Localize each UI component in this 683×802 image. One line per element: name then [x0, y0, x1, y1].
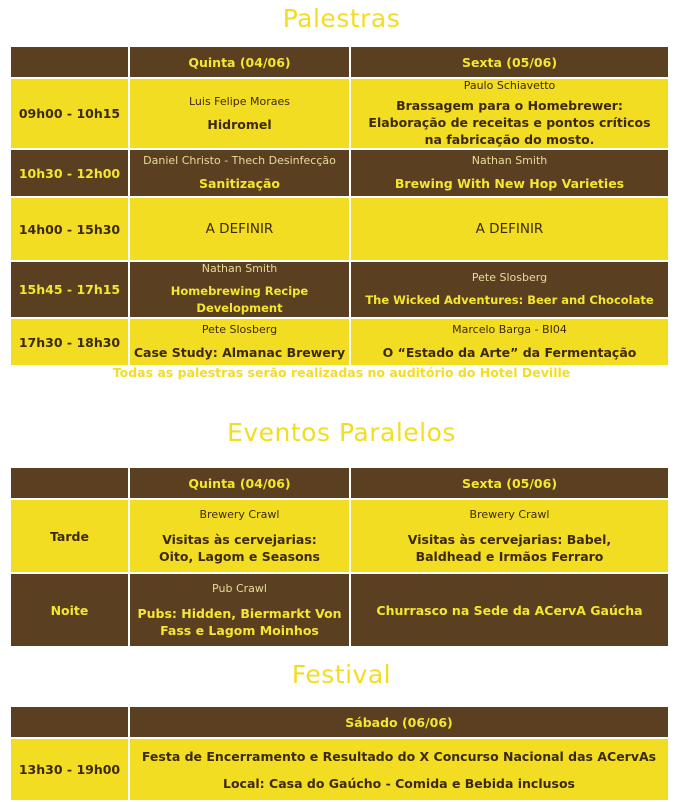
event-cell — [129, 573, 350, 647]
palestras-header-row — [10, 46, 669, 78]
session-cell — [129, 78, 350, 149]
period-label: Noite — [10, 573, 129, 647]
event-cell — [129, 499, 350, 573]
time-slot: 17h30 - 18h30 — [10, 318, 129, 366]
event-title: Churrasco na Sede da ACervA Gaúcha — [376, 602, 643, 618]
event-title: Visitas às cervejarias: Oito, Lagom e Seasons — [159, 531, 320, 564]
eventos-title: Eventos Paralelos — [227, 418, 456, 447]
time-slot: 09h00 - 10h15 — [10, 78, 129, 149]
table-row — [10, 78, 669, 149]
session-cell — [350, 318, 669, 366]
time-slot: 15h45 - 17h15 — [10, 261, 129, 318]
event-title: Pubs: Hidden, Biermarkt Von Fass e Lagom Moinhos — [137, 605, 342, 638]
session-title: Brassagem para o Homebrewer: Elaboração de receitas e pontos críticos na fabricação do mosto. — [368, 98, 651, 147]
table-row — [10, 573, 669, 647]
header-empty-cell — [10, 46, 129, 78]
speaker-name: Nathan Smith — [471, 154, 548, 167]
table-row — [10, 149, 669, 197]
festival-header-row — [10, 706, 669, 738]
eventos-table — [9, 466, 670, 648]
event-type: Pub Crawl — [212, 581, 267, 595]
session-cell — [129, 261, 350, 318]
session-title: Hidromel — [207, 116, 272, 132]
festival-table — [9, 705, 670, 802]
session-cell — [129, 318, 350, 366]
speaker-name: Pete Slosberg — [471, 270, 548, 284]
festival-event-title: Festa de Encerramento e Resultado do X Concurso Nacional das ACervAs — [141, 748, 657, 764]
header-sabado: Sábado (06/06) — [129, 706, 669, 738]
table-row — [10, 197, 669, 261]
session-title: Case Study: Almanac Brewery — [133, 345, 346, 360]
header-quinta: Quinta (04/06) — [129, 467, 350, 499]
table-row — [10, 261, 669, 318]
festival-title: Festival — [291, 660, 392, 689]
session-cell — [350, 78, 669, 149]
event-cell — [350, 573, 669, 647]
speaker-name: Pete Slosberg — [201, 323, 278, 336]
session-title: Sanitização — [198, 176, 281, 191]
event-type: Brewery Crawl — [469, 507, 550, 521]
session-cell — [129, 149, 350, 197]
period-label: Tarde — [10, 499, 129, 573]
speaker-name: Daniel Christo - Thech Desinfecção — [143, 154, 336, 167]
speaker-name: Nathan Smith — [201, 262, 278, 275]
header-sexta: Sexta (05/06) — [350, 46, 669, 78]
festival-location: Local: Casa do Gaúcho - Comida e Bebida inclusos — [223, 775, 575, 791]
time-slot: 10h30 - 12h00 — [10, 149, 129, 197]
header-sexta: Sexta (05/06) — [350, 467, 669, 499]
event-type: Brewery Crawl — [199, 507, 280, 521]
session-title: A DEFINIR — [350, 197, 669, 261]
session-title: Brewing With New Hop Varieties — [394, 176, 625, 191]
session-title: O “Estado da Arte” da Fermentação — [382, 345, 637, 360]
session-cell — [350, 261, 669, 318]
palestras-title: Palestras — [282, 4, 401, 33]
header-empty-cell — [10, 467, 129, 499]
palestras-table — [9, 45, 670, 367]
time-slot: 14h00 - 15h30 — [10, 197, 129, 261]
session-title: A DEFINIR — [129, 197, 350, 261]
time-slot: 13h30 - 19h00 — [10, 738, 129, 801]
palestras-note: Todas as palestras serão realizadas no auditório do Hotel Deville — [112, 365, 571, 380]
festival-cell — [129, 738, 669, 801]
table-row — [10, 318, 669, 366]
event-title: Visitas às cervejarias: Babel, Baldhead e Irmãos Ferraro — [407, 531, 612, 564]
eventos-header-row — [10, 467, 669, 499]
session-title: Homebrewing Recipe Development — [170, 284, 309, 315]
speaker-name: Paulo Schiavetto — [463, 79, 556, 92]
session-cell — [350, 149, 669, 197]
table-row — [10, 499, 669, 573]
header-empty-cell — [10, 706, 129, 738]
session-title: The Wicked Adventures: Beer and Chocolate — [365, 292, 654, 307]
speaker-name: Marcelo Barga - BI04 — [452, 323, 567, 336]
table-row — [10, 738, 669, 801]
header-quinta: Quinta (04/06) — [129, 46, 350, 78]
speaker-name: Luis Felipe Moraes — [188, 94, 291, 108]
event-cell — [350, 499, 669, 573]
